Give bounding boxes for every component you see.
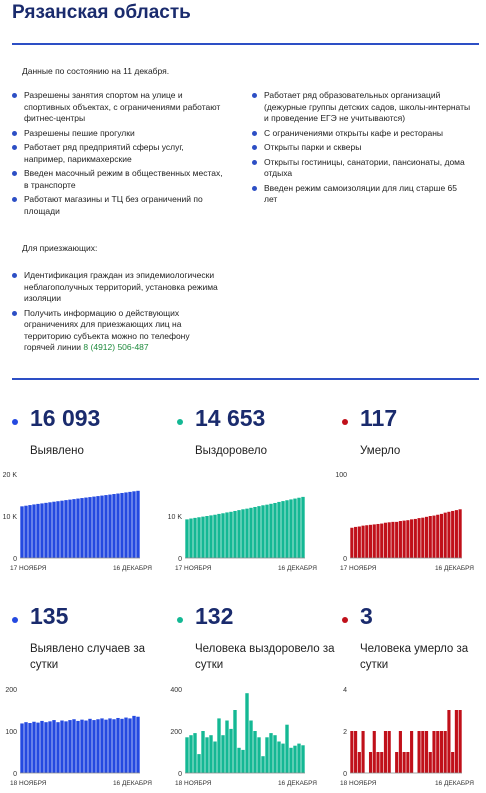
chart-bar: [116, 718, 119, 773]
restriction-item: Работают магазины и ТЦ без ограничений по площади: [12, 194, 227, 217]
chart-bar: [193, 733, 196, 773]
chart-bar: [100, 718, 103, 773]
chart-bar: [136, 717, 139, 773]
chart-bar: [32, 722, 35, 773]
chart-bar: [406, 520, 409, 558]
chart-bar: [376, 524, 379, 558]
chart-bar: [261, 505, 264, 558]
chart-bar: [209, 515, 212, 558]
chart-deaths: [332, 468, 484, 578]
chart-bar: [205, 737, 208, 773]
chart-bar: [289, 499, 292, 558]
chart-bar: [444, 731, 447, 773]
chart-bar: [104, 720, 107, 773]
chart-bar: [293, 746, 296, 773]
chart-bar: [253, 731, 256, 773]
chart-bar: [40, 503, 43, 558]
restriction-item: Работает ряд предприятий сферы услуг, например, парикмахерские: [12, 142, 227, 165]
restriction-item: Введен режим самоизоляции для лиц старше 65 лет: [252, 183, 472, 206]
y-tick-label: 10 K: [2, 514, 17, 521]
chart-bar: [217, 514, 220, 558]
stat-label: Выявлено: [30, 445, 84, 457]
chart-bar: [273, 503, 276, 558]
chart-bar: [273, 735, 276, 773]
chart-bar: [132, 491, 135, 558]
stat-dot: [342, 419, 348, 425]
chart-bar: [277, 502, 280, 558]
chart-bar: [72, 719, 75, 773]
chart-bar: [376, 752, 379, 773]
chart-bar: [112, 494, 115, 558]
chart-bar: [447, 512, 450, 558]
chart-bar: [88, 497, 91, 558]
chart-bar: [233, 511, 236, 558]
chart-bar: [52, 720, 55, 773]
chart-bar: [249, 721, 252, 774]
y-tick-label: 0: [13, 556, 17, 563]
chart-bar: [384, 731, 387, 773]
chart-bar: [221, 735, 224, 773]
chart-bar: [432, 731, 435, 773]
chart-bar: [124, 718, 127, 773]
y-tick-label: 400: [170, 687, 182, 694]
stat-label: Человека выздоровело за сутки: [195, 643, 335, 671]
x-tick-label: 16 ДЕКАБРЯ: [112, 780, 152, 787]
chart-bar: [241, 750, 244, 773]
chart-bar: [193, 518, 196, 558]
chart-bar: [213, 515, 216, 558]
x-tick-label: 16 ДЕКАБРЯ: [434, 780, 474, 787]
chart-bar: [249, 508, 252, 558]
chart-bar: [225, 721, 228, 774]
chart-bar: [444, 513, 447, 558]
chart-bar: [24, 722, 27, 773]
chart-bar: [451, 511, 454, 558]
restriction-item: Работает ряд образовательных организаций (дежурные группы детских садов, школы-интернаты и проведение ЕГЭ не учитываются): [252, 90, 472, 125]
chart-bar: [395, 522, 398, 558]
chart-detected: [2, 468, 162, 578]
x-tick-label: 18 НОЯБРЯ: [175, 780, 212, 787]
x-tick-label: 17 НОЯБРЯ: [175, 565, 212, 572]
chart-bar: [301, 745, 304, 773]
stat-dot: [342, 617, 348, 623]
chart-bar: [44, 722, 47, 773]
chart-bar: [293, 499, 296, 558]
chart-bar: [425, 517, 428, 558]
chart-bar: [384, 523, 387, 558]
chart-bar: [365, 525, 368, 558]
x-tick-label: 18 НОЯБРЯ: [10, 780, 47, 787]
stat-label: Выявлено случаев за сутки: [30, 643, 146, 671]
y-tick-label: 20 K: [2, 472, 17, 479]
x-tick-label: 16 ДЕКАБРЯ: [277, 780, 317, 787]
chart-bar: [189, 735, 192, 773]
chart-bar: [28, 505, 31, 558]
chart-bar: [418, 518, 421, 558]
stat-value: 117: [360, 405, 398, 431]
chart-bar: [399, 731, 402, 773]
chart-bar: [136, 491, 139, 558]
chart-bar: [421, 731, 424, 773]
chart-bar: [213, 742, 216, 774]
x-tick-label: 16 ДЕКАБРЯ: [112, 565, 152, 572]
y-tick-label: 0: [343, 556, 347, 563]
chart-bar: [205, 516, 208, 558]
chart-bar: [36, 723, 39, 773]
chart-bar: [60, 721, 63, 774]
chart-bar: [52, 502, 55, 558]
chart-bar: [269, 733, 272, 773]
chart-bar: [56, 501, 59, 558]
chart-bar: [281, 501, 284, 558]
chart-bar: [36, 504, 39, 558]
chart-bar: [440, 731, 443, 773]
restrictions-right: [252, 90, 472, 209]
chart-bar: [185, 519, 188, 558]
chart-bar: [221, 513, 224, 558]
chart-bar: [373, 731, 376, 773]
chart-bar: [350, 731, 353, 773]
chart-bar: [241, 509, 244, 558]
chart-bar: [120, 719, 123, 773]
chart-bar: [237, 510, 240, 558]
chart-bar: [350, 528, 353, 558]
chart-bar: [277, 742, 280, 774]
chart-bar: [455, 710, 458, 773]
chart-bar: [116, 494, 119, 558]
stat-label: Человека умерло за сутки: [360, 643, 469, 671]
x-tick-label: 17 НОЯБРЯ: [340, 565, 377, 572]
chart-bar: [410, 731, 413, 773]
y-tick-label: 200: [170, 729, 182, 736]
chart-bar: [436, 731, 439, 773]
stat-dot: [177, 617, 183, 623]
chart-bar: [32, 504, 35, 558]
chart-bar: [44, 503, 47, 558]
chart-bar: [388, 731, 391, 773]
y-tick-label: 100: [5, 729, 17, 736]
chart-bar: [362, 526, 365, 558]
chart-bar: [60, 501, 63, 558]
chart-bar: [76, 721, 79, 773]
arrivals-list: [12, 270, 222, 357]
stats-divider: [12, 378, 479, 380]
chart-bar: [84, 721, 87, 774]
chart-bar: [455, 510, 458, 558]
chart-bar: [132, 716, 135, 773]
chart-bar: [301, 497, 304, 558]
chart-bar: [92, 497, 95, 558]
stat-value: 3: [360, 603, 373, 629]
chart-bar: [100, 496, 103, 558]
restriction-item: Разрешены занятия спортом на улице и спортивных объектах, с ограничениями работают фитнес-центры: [12, 90, 227, 125]
y-tick-label: 0: [343, 771, 347, 778]
chart-bar: [128, 718, 131, 773]
header-divider: [12, 43, 479, 45]
chart-bar: [229, 512, 232, 558]
chart-bar: [459, 710, 462, 773]
chart-bar: [76, 499, 79, 558]
chart-bar: [429, 752, 432, 773]
chart-bar: [358, 527, 361, 559]
chart-bar: [28, 723, 31, 773]
chart-bar: [369, 752, 372, 773]
stat-dot: [177, 419, 183, 425]
arrivals-item: [12, 308, 222, 354]
restriction-item: Открыты парки и скверы: [252, 142, 472, 154]
chart-bar: [48, 721, 51, 773]
y-tick-label: 0: [13, 771, 17, 778]
y-tick-label: 4: [343, 687, 347, 694]
chart-deaths-daily: [332, 683, 484, 793]
chart-bar: [369, 525, 372, 558]
chart-bar: [297, 498, 300, 558]
chart-bar: [185, 737, 188, 773]
stat-value: 14 653: [195, 405, 266, 431]
stat-dot: [12, 617, 18, 623]
chart-bar: [197, 754, 200, 773]
x-tick-label: 16 ДЕКАБРЯ: [434, 565, 474, 572]
chart-bar: [403, 752, 406, 773]
chart-bar: [414, 519, 417, 558]
chart-bar: [447, 710, 450, 773]
hotline-phone[interactable]: 8 (4912) 506-487: [83, 342, 149, 352]
chart-bar: [403, 521, 406, 558]
y-tick-label: 0: [178, 771, 182, 778]
chart-bar: [440, 514, 443, 558]
chart-bar: [88, 719, 91, 773]
chart-bar: [201, 517, 204, 558]
y-tick-label: 0: [178, 556, 182, 563]
restriction-item: С ограничениями открыты кафе и рестораны: [252, 128, 472, 140]
chart-bar: [124, 492, 127, 558]
chart-bar: [48, 502, 51, 558]
chart-bar: [80, 720, 83, 773]
chart-bar: [120, 493, 123, 558]
restriction-item: Разрешены пешие прогулки: [12, 128, 227, 140]
chart-bar: [68, 720, 71, 773]
stat-dot: [12, 419, 18, 425]
chart-bar: [64, 721, 67, 773]
chart-bar: [358, 752, 361, 773]
stat-value: 135: [30, 603, 69, 629]
chart-bar: [245, 509, 248, 558]
chart-bar: [388, 522, 391, 558]
chart-bar: [421, 518, 424, 558]
x-tick-label: 16 ДЕКАБРЯ: [277, 565, 317, 572]
chart-bar: [20, 723, 23, 773]
chart-bar: [40, 721, 43, 773]
chart-bar: [425, 731, 428, 773]
chart-bar: [237, 748, 240, 773]
chart-bar: [189, 519, 192, 558]
chart-bar: [285, 725, 288, 773]
chart-bar: [391, 522, 394, 558]
chart-bar: [281, 744, 284, 773]
restrictions-left: [12, 90, 227, 220]
restriction-item: Открыты гостиницы, санатории, пансионаты, дома отдыха: [252, 157, 472, 180]
chart-bar: [108, 718, 111, 773]
chart-bar: [233, 710, 236, 773]
chart-bar: [20, 506, 23, 558]
chart-bar: [373, 524, 376, 558]
chart-bar: [96, 719, 99, 773]
region-title: Рязанская область: [12, 2, 191, 23]
stat-label: Умерло: [360, 445, 401, 457]
y-tick-label: 10 K: [167, 514, 182, 521]
chart-bar: [92, 720, 95, 773]
chart-bar: [410, 519, 413, 558]
chart-bar: [395, 752, 398, 773]
chart-bar: [112, 719, 115, 773]
chart-bar: [128, 492, 131, 558]
chart-detected-daily: [2, 683, 162, 793]
date-text: Данные по состоянию на 11 декабря.: [22, 66, 170, 76]
chart-bar: [80, 498, 83, 558]
chart-bar: [84, 498, 87, 558]
chart-bar: [429, 516, 432, 558]
chart-bar: [225, 512, 228, 558]
chart-bar: [285, 500, 288, 558]
stat-label: Выздоровело: [195, 445, 268, 457]
chart-bar: [362, 731, 365, 773]
restriction-item: Введен масочный режим в общественных местах, в транспорте: [12, 168, 227, 191]
stat-value: 16 093: [30, 405, 101, 431]
chart-bar: [108, 495, 111, 558]
chart-bar: [245, 693, 248, 773]
chart-bar: [24, 506, 27, 558]
chart-bar: [68, 500, 71, 558]
chart-bar: [229, 729, 232, 773]
chart-bar: [354, 731, 357, 773]
chart-bar: [209, 735, 212, 773]
chart-bar: [197, 517, 200, 558]
arrivals-item: Идентификация граждан из эпидемиологически неблагополучных территорий, установка режима изоляции: [12, 270, 222, 305]
chart-bar: [265, 505, 268, 558]
chart-bar: [432, 516, 435, 558]
chart-bar: [406, 752, 409, 773]
chart-bar: [104, 495, 107, 558]
x-tick-label: 17 НОЯБРЯ: [10, 565, 47, 572]
chart-bar: [72, 499, 75, 558]
chart-bar: [380, 524, 383, 558]
chart-bar: [380, 752, 383, 773]
chart-bar: [217, 718, 220, 773]
stat-value: 132: [195, 603, 234, 629]
chart-bar: [261, 756, 264, 773]
chart-bar: [436, 515, 439, 558]
chart-bar: [257, 737, 260, 773]
chart-bar: [265, 737, 268, 773]
chart-bar: [459, 509, 462, 558]
chart-bar: [451, 752, 454, 773]
y-tick-label: 100: [335, 472, 347, 479]
chart-bar: [201, 731, 204, 773]
arrivals-title: Для приезжающих:: [22, 243, 98, 253]
chart-bar: [297, 744, 300, 773]
chart-bar: [269, 504, 272, 558]
chart-bar: [96, 496, 99, 558]
chart-bar: [56, 722, 59, 773]
chart-bar: [253, 507, 256, 558]
chart-bar: [289, 748, 292, 773]
chart-bar: [257, 506, 260, 558]
x-tick-label: 18 НОЯБРЯ: [340, 780, 377, 787]
chart-bar: [354, 527, 357, 558]
y-tick-label: 200: [5, 687, 17, 694]
y-tick-label: 2: [343, 729, 347, 736]
arrivals-text: Получить информацию о действующих ограничениях для приезжающих лиц на территорию субъекта можно по телефону горячей линии: [24, 307, 190, 352]
chart-bar: [418, 731, 421, 773]
chart-bar: [399, 521, 402, 558]
chart-bar: [64, 500, 67, 558]
chart-recovered: [167, 468, 327, 578]
chart-recovered-daily: [167, 683, 327, 793]
